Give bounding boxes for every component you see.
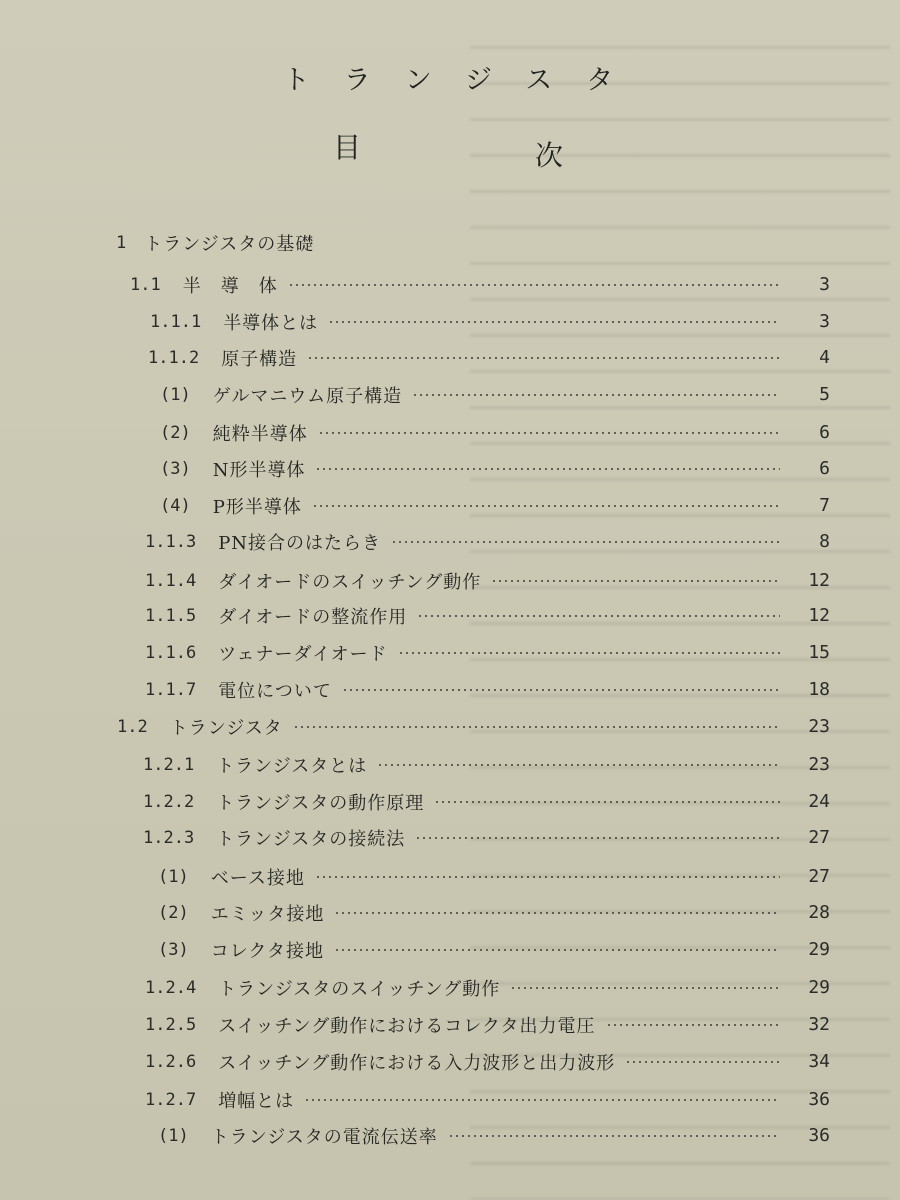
toc-entry-title: エミッタ接地 [210,904,325,925]
toc-entry-number: (1) [158,1126,189,1146]
toc-entry-number: 1.2.2 [143,792,195,812]
toc-entry [145,1085,790,1115]
chapter-number: 1 [116,233,127,253]
toc-entry-number: 1.1.5 [145,606,197,626]
toc-entry [145,1010,790,1040]
toc-entry-page: 29 [808,939,830,960]
toc-entry-title: 電位について [218,681,332,702]
leader-dots [434,801,780,803]
leader-dots [318,432,780,434]
toc-entry-page: 6 [819,458,830,479]
contents-heading-char-2: 次 [535,139,564,172]
leader-dots [412,394,780,396]
leader-dots [328,321,780,323]
leader-dots [288,284,780,286]
leader-dots [625,1061,780,1063]
toc-entry [150,307,790,337]
toc-entry-title: ダイオードの整流作用 [218,607,408,628]
toc-entry-title: コレクタ接地 [210,941,324,962]
leader-dots [312,505,780,507]
toc-entry [148,343,790,373]
leader-dots [304,1099,780,1101]
toc-entry [145,638,790,668]
toc-entry-title: N形半導体 [212,460,306,481]
toc-entry [143,823,790,853]
chapter-heading [116,228,314,258]
toc-entry-number: 1.2.7 [145,1090,197,1110]
toc-entry [145,973,790,1003]
toc-entry-page: 3 [819,274,830,295]
toc-entry-page: 28 [808,902,830,923]
book-title: トランジスタ [282,65,648,96]
toc-entry-number: 1.1.1 [150,312,202,332]
toc-entry-title: ゲルマニウム原子構造 [212,386,403,407]
toc-entry [158,935,790,965]
toc-entry-number: (4) [160,496,191,516]
toc-entry-number: (1) [160,385,191,405]
toc-entry [145,675,790,705]
toc-entry-title: P形半導体 [212,497,302,518]
toc-entry [158,898,790,928]
toc-entry-title: PN接合のはたらき [218,533,382,554]
toc-entry-title: 半 導 体 [182,276,278,297]
toc-entry-page: 6 [819,422,830,443]
toc-entry [160,380,790,410]
toc-entry-page: 29 [808,977,830,998]
toc-entry-number: (1) [158,867,189,887]
chapter-title: トランジスタの基礎 [144,234,315,255]
toc-entry-number: 1.2.1 [143,755,195,775]
toc-entry-title: ツェナーダイオード [218,644,388,665]
leader-dots [293,726,780,728]
toc-entry-page: 36 [808,1125,830,1146]
toc-entry [160,418,790,448]
toc-entry [160,491,790,521]
leader-dots [342,689,780,691]
toc-entry [158,862,790,892]
toc-entry-number: (3) [160,459,191,479]
toc-entry-page: 4 [819,347,830,368]
toc-entry-title: トランジスタとは [216,756,368,777]
leader-dots [377,764,780,766]
toc-entry-title: トランジスタの電流伝送率 [210,1127,438,1148]
toc-entry [143,750,790,780]
toc-entry-page: 5 [819,384,830,405]
leader-dots [398,652,780,654]
toc-entry [117,712,790,742]
toc-entry-page: 12 [808,605,830,626]
toc-entry-number: (3) [158,940,189,960]
toc-entry [145,1047,790,1077]
toc-entry-page: 27 [808,827,830,848]
toc-entry-title: 半導体とは [223,313,319,334]
toc-entry-number: 1.1 [130,275,161,295]
leader-dots [606,1024,781,1026]
leader-dots [491,580,780,582]
toc-entry-number: 1.2.4 [145,978,197,998]
toc-entry-number: (2) [158,903,189,923]
toc-entry-page: 23 [808,754,830,775]
toc-entry-title: 純粋半導体 [212,424,308,445]
toc-entry-page: 3 [819,311,830,332]
toc-entry-page: 12 [808,570,830,591]
toc-entry-number: (2) [160,423,191,443]
toc-entry-title: トランジスタの動作原理 [216,793,425,814]
toc-entry-number: 1.1.3 [145,532,197,552]
toc-entry-title: スイッチング動作における入力波形と出力波形 [218,1053,616,1074]
toc-entry-title: ダイオードのスイッチング動作 [218,572,482,593]
toc-entry-page: 7 [819,495,830,516]
toc-entry-title: トランジスタ [169,718,283,739]
toc-entry-page: 34 [808,1051,830,1072]
toc-entry-page: 23 [808,716,830,737]
leader-dots [415,837,780,839]
toc-entry-title: 増幅とは [218,1091,295,1112]
toc-entry-page: 32 [808,1014,830,1035]
leader-dots [334,949,780,951]
toc-entry [130,270,790,300]
leader-dots [315,876,780,878]
leader-dots [510,987,780,989]
toc-entry-page: 18 [808,679,830,700]
toc-entry-number: 1.1.2 [148,348,200,368]
leader-dots [417,615,780,617]
toc-entry-page: 36 [808,1089,830,1110]
toc-entry-title: トランジスタの接続法 [216,829,406,850]
toc-entry [158,1121,790,1151]
toc-entry-title: ベース接地 [210,868,305,889]
toc-entry-title: スイッチング動作におけるコレクタ出力電圧 [218,1016,596,1037]
leader-dots [315,468,780,470]
leader-dots [448,1135,780,1137]
toc-entry-number: 1.2.5 [145,1015,197,1035]
toc-entry-number: 1.1.4 [145,571,197,591]
toc-entry-number: 1.1.6 [145,643,197,663]
toc-entry-title: トランジスタのスイッチング動作 [218,979,501,1000]
toc-entry-page: 8 [819,531,830,552]
leader-dots [391,541,780,543]
toc-entry-page: 27 [808,866,830,887]
toc-entry [145,601,790,631]
toc-entry-page: 24 [808,791,830,812]
toc-entry [160,454,790,484]
toc-entry [145,527,790,557]
toc-entry-title: 原子構造 [221,349,298,370]
toc-entry [143,787,790,817]
leader-dots [334,912,780,914]
toc-entry-number: 1.1.7 [145,680,197,700]
toc-entry [145,566,790,596]
toc-entry-number: 1.2.3 [143,828,195,848]
contents-heading-char-1: 目 [333,131,362,164]
leader-dots [307,357,780,359]
toc-entry-number: 1.2 [117,717,148,737]
toc-entry-number: 1.2.6 [145,1052,197,1072]
toc-entry-page: 15 [808,642,830,663]
